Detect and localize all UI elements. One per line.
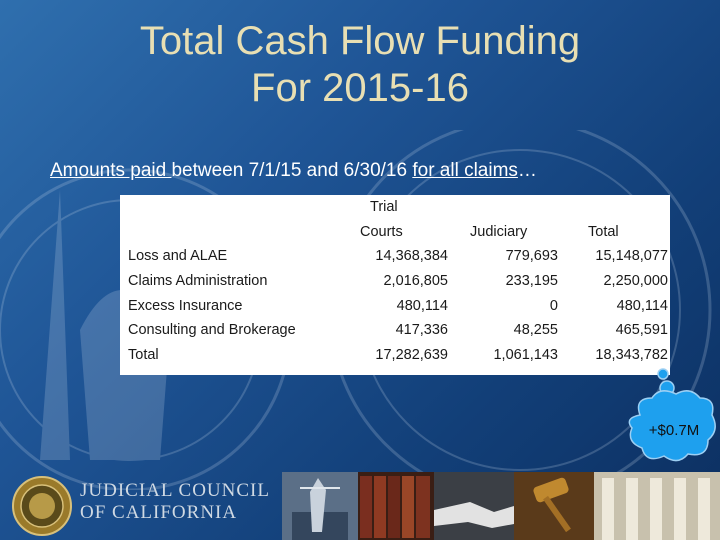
row-total: 15,148,077: [595, 248, 668, 265]
table-header-total: Total: [588, 223, 619, 240]
table-header-blank: [120, 195, 360, 220]
row-label: Consulting and Brokerage: [128, 322, 296, 339]
row-trial-courts: 480,114: [396, 297, 448, 314]
slide-title: [0, 18, 720, 112]
row-label: Excess Insurance: [128, 297, 243, 314]
table-header-blank-3: [558, 195, 668, 220]
law-books-image: [358, 472, 434, 540]
title-line-2: For 2015-16: [251, 66, 469, 110]
table-total-row: [120, 343, 668, 368]
cash-flow-table-panel: [120, 195, 670, 375]
slide-subtitle: [50, 160, 537, 182]
table-header-row-top: [120, 195, 668, 220]
org-line-1: JUDICIAL COUNCIL: [80, 480, 270, 501]
handshake-image: [434, 472, 514, 540]
subtitle-part-2: between 7/1/15 and 6/30/16: [171, 160, 413, 181]
row-judiciary: 48,255: [513, 322, 558, 339]
callout-bubble: [620, 360, 720, 470]
callout-text: +$0.7M: [648, 422, 700, 439]
row-trial-courts: 417,336: [395, 322, 448, 339]
row-label: Total: [128, 346, 159, 363]
table-row: [120, 244, 668, 269]
row-label: Claims Administration: [128, 273, 268, 290]
subtitle-part-4: …: [517, 160, 537, 181]
justice-statue-image: [282, 472, 358, 540]
row-trial-courts: 17,282,639: [375, 346, 448, 363]
row-total: 18,343,782: [595, 346, 668, 363]
row-judiciary: 1,061,143: [493, 346, 558, 363]
table-header-row: [120, 220, 668, 245]
row-trial-courts: 14,368,384: [375, 248, 448, 265]
row-total: 465,591: [615, 322, 668, 339]
footer-org-name: [80, 480, 270, 524]
row-trial-courts: 2,016,805: [383, 273, 448, 290]
courthouse-columns-image: [594, 472, 720, 540]
gavel-image: [514, 472, 594, 540]
row-total: 2,250,000: [603, 273, 668, 290]
row-total: 480,114: [616, 297, 668, 314]
org-line-2: OF CALIFORNIA: [80, 502, 238, 523]
table-header-blank-2: [448, 195, 558, 220]
row-judiciary: 0: [549, 297, 558, 314]
subtitle-part-3: for all claims: [412, 160, 518, 181]
judicial-council-seal-icon: [6, 474, 76, 538]
table-row: [120, 318, 668, 343]
cash-flow-table: [120, 195, 668, 367]
table-header-courts: Courts: [360, 223, 403, 240]
table-header-blank-4: [120, 220, 360, 245]
table-row: [120, 269, 668, 294]
row-judiciary: 779,693: [505, 248, 558, 265]
table-row: [120, 293, 668, 318]
row-label: Loss and ALAE: [128, 248, 228, 265]
subtitle-part-1: Amounts paid: [50, 160, 172, 181]
row-judiciary: 233,195: [505, 273, 558, 290]
table-header-trial: Trial: [370, 199, 398, 216]
title-line-1: Total Cash Flow Funding: [139, 19, 581, 63]
table-header-judiciary: Judiciary: [470, 223, 528, 240]
